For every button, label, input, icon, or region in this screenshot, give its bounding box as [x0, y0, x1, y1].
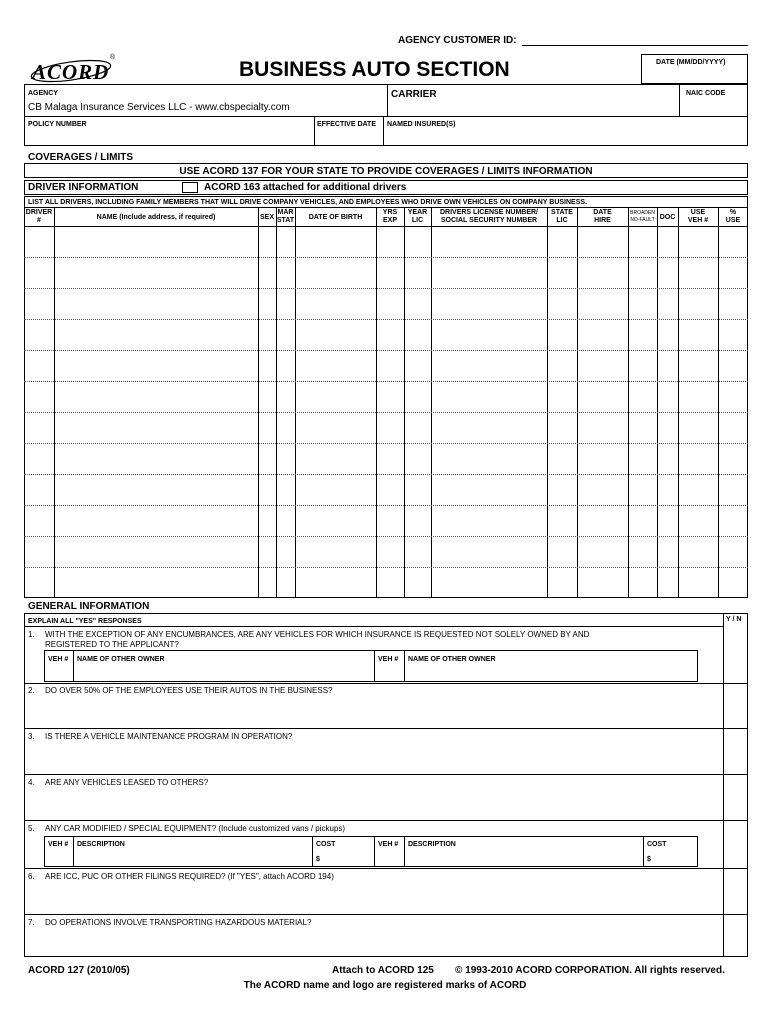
q5-number: 5.	[28, 824, 35, 833]
effective-date-label: EFFECTIVE DATE	[317, 121, 376, 128]
q5-cost-label-right: COST	[647, 841, 667, 848]
yn-column-divider	[723, 613, 724, 957]
q5-description-label-right: DESCRIPTION	[408, 841, 456, 848]
divider-dob	[376, 207, 377, 598]
acord-logo	[28, 54, 118, 88]
driver-section-title: DRIVER INFORMATION	[28, 182, 139, 193]
driver-header-divider	[24, 226, 748, 227]
q3-text: IS THERE A VEHICLE MAINTENANCE PROGRAM IN OPERATION?	[45, 732, 293, 741]
q1-owner-label-right: NAME OF OTHER OWNER	[408, 656, 496, 663]
policy-row-divider	[24, 116, 748, 117]
q1-veh-label-left: VEH #	[48, 656, 69, 663]
policy-effective-divider	[314, 116, 315, 146]
q1-number: 1.	[28, 630, 35, 639]
named-insured-label: NAMED INSURED(S)	[387, 121, 456, 128]
q1-veh-divider-left	[73, 650, 74, 682]
col-marital-status: MAR STAT	[276, 209, 295, 224]
table-row[interactable]	[24, 350, 748, 351]
col-date-of-birth: DATE OF BIRTH	[308, 214, 363, 221]
table-row[interactable]	[24, 443, 748, 444]
trademark-note: The ACORD name and logo are registered marks of ACORD	[243, 980, 527, 991]
agency-label: AGENCY	[28, 90, 58, 97]
q2-number: 2.	[28, 686, 35, 695]
agency-customer-id-label: AGENCY CUSTOMER ID:	[398, 35, 517, 46]
q4-number: 4.	[28, 778, 35, 787]
explain-yes-label: EXPLAIN ALL "YES" RESPONSES	[28, 618, 142, 625]
col-percent-use: % USE	[725, 209, 741, 224]
table-row[interactable]	[24, 319, 748, 320]
table-row[interactable]	[24, 474, 748, 475]
q6-divider	[24, 914, 748, 915]
q5-cost-divider-right	[643, 836, 644, 867]
q4-text: ARE ANY VEHICLES LEASED TO OTHERS?	[45, 778, 209, 787]
explain-divider	[24, 626, 723, 627]
q6-number: 6.	[28, 872, 35, 881]
acord-163-checkbox[interactable]	[182, 182, 198, 193]
col-driver: DRIVER #	[25, 209, 53, 224]
q5-divider	[24, 868, 748, 869]
q5-dollar-right: $	[647, 856, 651, 863]
q1-owner-label-left: NAME OF OTHER OWNER	[77, 656, 165, 663]
acord-logo-text: ACORD	[32, 60, 110, 84]
effective-named-divider	[383, 116, 384, 146]
registered-mark: ®	[110, 54, 116, 61]
q5-mid-divider	[374, 836, 375, 867]
coverages-notice: USE ACORD 137 FOR YOUR STATE TO PROVIDE COVERAGES / LIMITS INFORMATION	[179, 166, 593, 177]
attach-note: Attach to ACORD 125	[332, 965, 434, 976]
col-broaden-no-fault: BROADEN NO-FAULT	[630, 210, 655, 223]
carrier-label: CARRIER	[391, 89, 437, 100]
q5-dollar-left: $	[316, 856, 320, 863]
col-state-licensed: STATE LIC	[551, 209, 573, 224]
divider-broaden	[657, 207, 658, 598]
general-section-title: GENERAL INFORMATION	[28, 601, 150, 612]
coverages-notice-box	[24, 163, 748, 178]
q2-text: DO OVER 50% OF THE EMPLOYEES USE THEIR AUTOS IN THE BUSINESS?	[45, 686, 333, 695]
driver-instruction: LIST ALL DRIVERS, INCLUDING FAMILY MEMBERS THAT WILL DRIVE COMPANY VEHICLES, AND EMPLOYEES WHO DRIVE OWN VEHICLES ON COMPANY BUSINESS.	[28, 199, 588, 206]
q5-veh-label-left: VEH #	[48, 841, 69, 848]
q5-equipment-box[interactable]	[44, 836, 698, 867]
copyright: © 1993-2010 ACORD CORPORATION. All rights reserved.	[455, 965, 725, 976]
acord-163-note: ACORD 163 attached for additional drivers	[204, 182, 407, 193]
divider-marital	[295, 207, 296, 598]
table-row[interactable]	[24, 536, 748, 537]
yn-label: Y / N	[726, 616, 742, 623]
q1-veh-label-right: VEH #	[378, 656, 399, 663]
q4-divider	[24, 820, 748, 821]
divider-hire	[628, 207, 629, 598]
q1-text-line2: REGISTERED TO THE APPLICANT?	[45, 640, 179, 649]
col-license-number: DRIVERS LICENSE NUMBER/ SOCIAL SECURITY NUMBER	[439, 209, 538, 224]
col-name: NAME (Include address, if required)	[96, 214, 216, 221]
divider-state	[577, 207, 578, 598]
q5-cost-label-left: COST	[316, 841, 336, 848]
divider-name	[258, 207, 259, 598]
driver-instruction-divider	[24, 207, 748, 208]
table-row[interactable]	[24, 288, 748, 289]
table-row[interactable]	[24, 257, 748, 258]
q1-mid-divider	[374, 650, 375, 682]
date-label: DATE (MM/DD/YYYY)	[656, 59, 726, 66]
q2-divider	[24, 728, 748, 729]
q6-text: ARE ICC, PUC OR OTHER FILINGS REQUIRED? (If "YES", attach ACORD 194)	[45, 872, 334, 881]
col-use-vehicle: USE VEH #	[687, 209, 709, 224]
q5-text: ANY CAR MODIFIED / SPECIAL EQUIPMENT? (Include customized vans / pickups)	[45, 824, 346, 833]
agency-value[interactable]: CB Malaga Insurance Services LLC - www.cbspecialty.com	[28, 102, 290, 113]
q5-veh-label-right: VEH #	[378, 841, 399, 848]
q1-owner-box[interactable]	[44, 650, 698, 682]
divider-sex	[276, 207, 277, 598]
col-doc: DOC	[659, 214, 676, 221]
divider-doc	[678, 207, 679, 598]
col-year-licensed: YEAR LIC	[407, 209, 428, 224]
divider-use	[718, 207, 719, 598]
q5-cost-divider-left	[312, 836, 313, 867]
divider-year	[431, 207, 432, 598]
q5-description-label-left: DESCRIPTION	[77, 841, 125, 848]
q1-text-line1: WITH THE EXCEPTION OF ANY ENCUMBRANCES, ARE ANY VEHICLES FOR WHICH INSURANCE IS REQUESTED NOT SOLELY OWNED BY AND	[45, 630, 590, 639]
divider-license	[547, 207, 548, 598]
col-sex: SEX	[259, 214, 274, 221]
naic-code-label: NAIC CODE	[686, 90, 726, 97]
col-years-experience: YRS EXP	[382, 209, 398, 224]
coverages-section-title: COVERAGES / LIMITS	[28, 152, 134, 163]
q5-veh-divider-right	[404, 836, 405, 867]
q1-divider	[24, 683, 748, 684]
table-row[interactable]	[24, 412, 748, 413]
date-field[interactable]	[641, 54, 748, 84]
policy-number-label: POLICY NUMBER	[28, 121, 87, 128]
agency-carrier-divider	[387, 84, 388, 116]
col-date-hire: DATE HIRE	[593, 209, 612, 224]
q3-divider	[24, 774, 748, 775]
carrier-naic-divider	[679, 84, 680, 116]
form-title: BUSINESS AUTO SECTION	[239, 58, 510, 81]
table-row[interactable]	[24, 505, 748, 506]
divider-yrs	[404, 207, 405, 598]
table-row[interactable]	[24, 381, 748, 382]
q3-number: 3.	[28, 732, 35, 741]
form-id: ACORD 127 (2010/05)	[28, 965, 130, 976]
table-row[interactable]	[24, 567, 748, 568]
q7-number: 7.	[28, 918, 35, 927]
q1-veh-divider-right	[404, 650, 405, 682]
q7-text: DO OPERATIONS INVOLVE TRANSPORTING HAZARDOUS MATERIAL?	[45, 918, 312, 927]
agency-customer-id-field[interactable]	[522, 45, 748, 46]
header-info-box	[24, 84, 748, 146]
q5-veh-divider-left	[73, 836, 74, 867]
divider-driver	[54, 207, 55, 598]
